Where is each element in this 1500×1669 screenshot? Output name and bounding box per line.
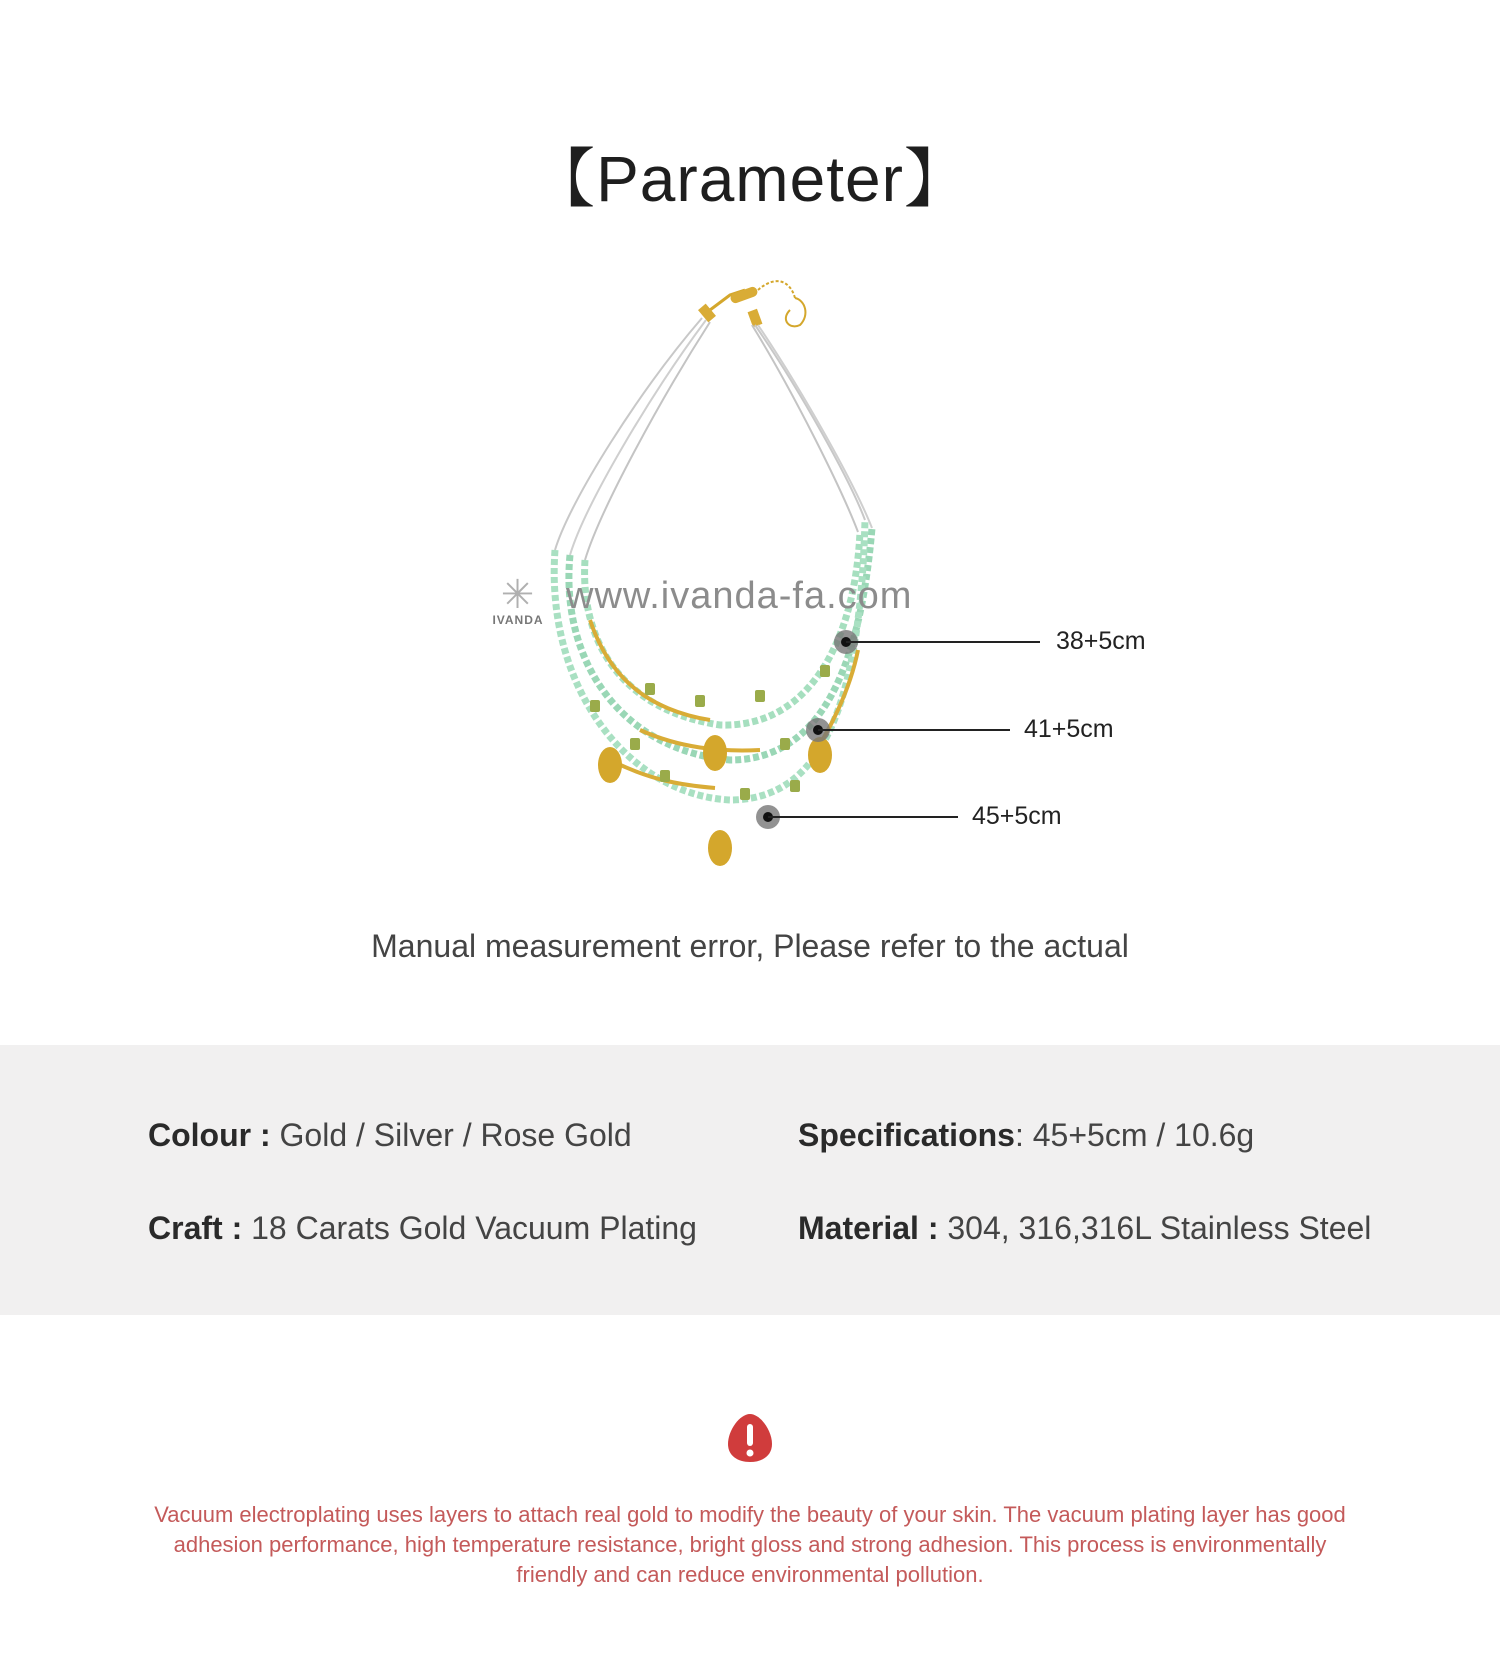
spec-material-label: Material : (798, 1210, 939, 1246)
spec-material-value: 304, 316,316L Stainless Steel (947, 1210, 1372, 1246)
spec-material (798, 1210, 1371, 1247)
spec-colour-value: Gold / Silver / Rose Gold (279, 1117, 632, 1153)
spec-craft-label: Craft : (148, 1210, 243, 1246)
spec-specifications-label: Specifications (798, 1117, 1015, 1153)
spec-specifications (798, 1117, 1254, 1154)
brand-name: IVANDA (492, 613, 544, 627)
necklace-figure (490, 270, 1240, 880)
spec-specifications-value: : 45+5cm / 10.6g (1014, 1117, 1255, 1153)
measurement-label-3: 45+5cm (972, 802, 1062, 830)
brand-logo (490, 575, 546, 627)
page-title: 【Parameter】 (531, 143, 969, 215)
spec-colour (148, 1117, 632, 1154)
measurement-label-1: 38+5cm (1056, 627, 1146, 655)
measurement-label-2: 41+5cm (1024, 715, 1114, 743)
spec-craft-value: 18 Carats Gold Vacuum Plating (251, 1210, 697, 1246)
spec-section (0, 1045, 1500, 1315)
exclamation-drop-icon (726, 1412, 774, 1464)
spec-colour-label: Colour : (148, 1117, 271, 1153)
measurement-note: Manual measurement error, Please refer to the actual (371, 928, 1129, 964)
spec-craft (148, 1210, 697, 1247)
star-icon: ✳ (500, 573, 536, 617)
plating-notice: Vacuum electroplating uses layers to attach real gold to modify the beauty of your skin. The vacuum plating layer has good adhesion performance, high temperature resistance, bright gloss and strong adhesion. This process is environmentally friendly and can reduce environmental pollution. (154, 1502, 1346, 1587)
watermark-url: www.ivanda-fa.com (566, 575, 913, 617)
